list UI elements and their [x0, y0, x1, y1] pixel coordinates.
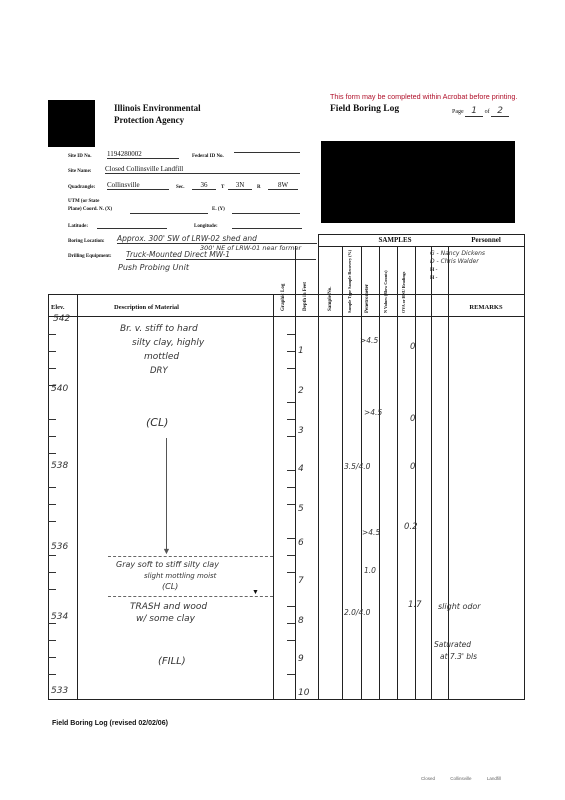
latitude-label: Latitude: [68, 224, 88, 229]
township-field[interactable]: 3N [228, 181, 252, 190]
township-label: T [221, 185, 225, 190]
penetrometer-value: >4.5 [364, 408, 383, 417]
layer-boundary [108, 596, 273, 597]
remarks-value: at 7.3' bls [440, 652, 478, 661]
penetrometer-value: 1.0 [364, 566, 376, 575]
of-label: of [484, 109, 490, 115]
utm-e-field[interactable] [232, 213, 300, 214]
penetrometer-header: Penetrometer [365, 283, 370, 313]
ova-value: 0.2 [404, 522, 418, 532]
personnel-2[interactable]: D - Chris Walder [430, 258, 479, 265]
description-line: w/ some clay [136, 614, 195, 624]
description-header: Description of Material [114, 304, 179, 311]
penetrometer-value: 3.5/4.0 [344, 462, 371, 471]
boring-log-table [48, 234, 524, 700]
depth-1: 1 [298, 346, 304, 356]
description-line: (FILL) [158, 656, 186, 667]
site-name-field[interactable]: Closed Collinsville Landfill [105, 165, 300, 174]
elevation-533: 533 [51, 686, 69, 696]
depth-3: 3 [298, 426, 304, 436]
depth-header: Depth in Feet [303, 282, 308, 311]
ova-value: 0 [410, 414, 416, 424]
samples-header: SAMPLES [378, 236, 412, 244]
site-id-field[interactable]: 1194280002 [107, 150, 179, 159]
utm-label-1: UTM (or State [68, 199, 100, 204]
agency-name-line2: Protection Agency [114, 115, 185, 125]
description-line: (CL) [146, 416, 169, 429]
elevation-540: 540 [51, 384, 69, 394]
arrow-down-icon: ▼ [162, 546, 171, 556]
sample-type-header: Sample Type Sample Recovery (%) [347, 249, 352, 313]
page-total: 2 [491, 106, 509, 117]
acrobat-notice: This form may be completed within Acrobat before printing. [330, 92, 518, 101]
ova-value: 0 [410, 342, 416, 352]
site-id-label: Site ID No. [68, 154, 92, 159]
remarks-value: Saturated [434, 640, 472, 649]
federal-id-field[interactable] [234, 152, 300, 153]
longitude-label: Longitude: [194, 224, 218, 229]
depth-10: 10 [298, 688, 310, 698]
elevation-542: 542 [53, 314, 71, 324]
ova-value: 1.7 [408, 600, 422, 610]
description-line: Gray soft to stiff silty clay [116, 560, 219, 569]
depth-9: 9 [298, 654, 304, 664]
drilling-equipment-value-2[interactable]: Push Probing Unit [118, 263, 189, 272]
site-name-label: Site Name: [68, 169, 92, 174]
n-values-header: N Values (Blow Counts) [383, 270, 388, 313]
description-line: slight mottling moist [144, 572, 217, 580]
redacted-block [321, 141, 515, 223]
ova-value: 0 [410, 462, 416, 472]
depth-4: 4 [298, 464, 304, 474]
stamp-word: Landfill [486, 776, 502, 781]
layer-boundary [108, 556, 273, 557]
agency-logo [48, 100, 95, 147]
sample-no-header: Sample No. [328, 286, 333, 311]
depth-2: 2 [298, 386, 304, 396]
arrow-line [166, 438, 167, 550]
stamp-word: Collinsville [450, 776, 472, 781]
remarks-value: slight odor [438, 602, 481, 611]
elev-header: Elev. [51, 304, 65, 311]
depth-7: 7 [298, 576, 304, 586]
page-indicator [452, 106, 509, 117]
depth-6: 6 [298, 538, 304, 548]
penetrometer-value: >4.5 [362, 528, 381, 537]
federal-id-label: Federal ID No. [192, 154, 224, 159]
agency-name-line1: Illinois Environmental [114, 103, 201, 113]
range-field[interactable]: 8W [268, 181, 298, 190]
longitude-field[interactable] [232, 228, 302, 229]
description-line: (CL) [162, 582, 179, 591]
penetrometer-value: 2.0/4.0 [344, 608, 371, 617]
boring-location-label: Boring Location: [68, 239, 105, 244]
remarks-header: REMARKS [469, 304, 503, 311]
latitude-field[interactable] [97, 228, 167, 229]
graphic-log-header: Graphic Log [281, 283, 286, 311]
drilling-equipment-label: Drilling Equipment: [68, 254, 112, 259]
depth-8: 8 [298, 616, 304, 626]
personnel-header: Personnel [471, 236, 501, 244]
utm-label-2: Plane) Coord. N. (X) [68, 207, 113, 212]
section-label: Sec. [176, 185, 185, 190]
description-line: DRY [150, 366, 168, 376]
document-stamp [421, 776, 501, 781]
utm-e-label: E. (Y) [212, 207, 225, 212]
quadrangle-field[interactable]: Collinsville [107, 181, 169, 190]
boring-location-value-2[interactable]: 300' NE of LRW-01 near former [200, 244, 302, 252]
description-line: mottled [144, 352, 180, 362]
description-line: silty clay, highly [132, 338, 205, 348]
ova-header: OVA or HNU Readings [401, 271, 406, 313]
utm-n-field[interactable] [130, 213, 208, 214]
elevation-534: 534 [51, 612, 69, 622]
drilling-equipment-value-1[interactable]: Truck-Mounted Direct MW-1 [126, 250, 316, 260]
water-level-icon: ▼ [252, 588, 259, 596]
page-number: 1 [465, 106, 483, 117]
description-line: TRASH and wood [130, 602, 208, 612]
depth-5: 5 [298, 504, 304, 514]
page-label: Page [452, 109, 464, 115]
boring-location-value-1[interactable]: Approx. 300' SW of LRW-02 shed and [117, 234, 317, 244]
range-label: R [257, 185, 261, 190]
elevation-536: 536 [51, 542, 69, 552]
section-field[interactable]: 36 [192, 181, 216, 190]
penetrometer-value: >4.5 [360, 336, 379, 345]
quadrangle-label: Quadrangle: [68, 185, 96, 190]
description-line: Br. v. stiff to hard [120, 324, 198, 334]
elevation-538: 538 [51, 461, 69, 471]
revision-note: Field Boring Log (revised 02/02/06) [52, 720, 168, 727]
personnel-1[interactable]: G - Nancy Dickens [430, 250, 486, 257]
personnel-4[interactable]: H - [430, 275, 438, 281]
form-title: Field Boring Log [330, 104, 400, 114]
stamp-word: Closed [421, 776, 436, 781]
personnel-3[interactable]: H - [430, 267, 438, 273]
